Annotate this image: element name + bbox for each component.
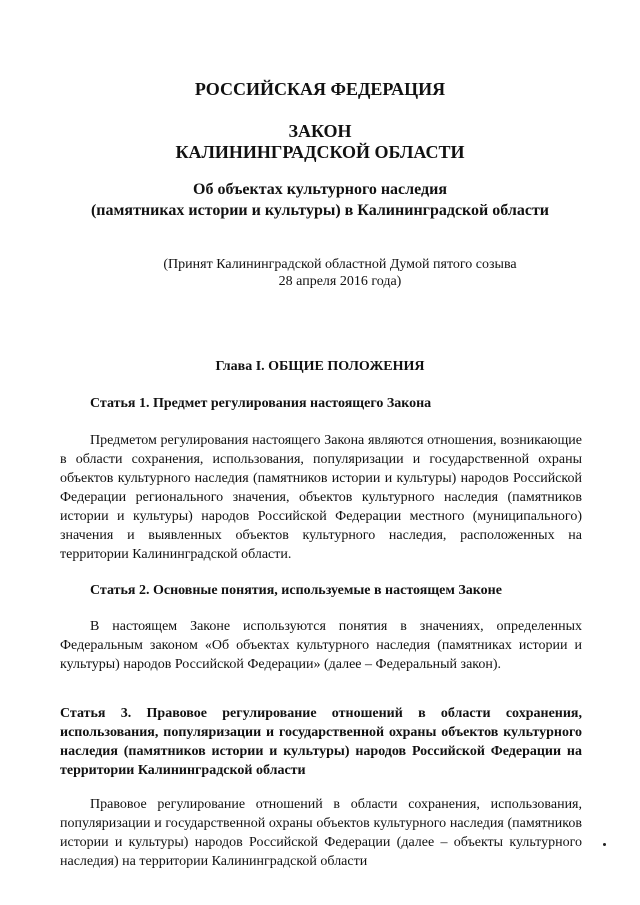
article-2-body: В настоящем Законе используются понятия в значениях, определенных Федеральным законом «Об объектах культурного наследия (памятниках истории и культуры) народов Российской Федерации» (далее – Федеральный закон).	[60, 619, 582, 672]
country-title: РОССИЙСКАЯ ФЕДЕРАЦИЯ	[194, 79, 446, 99]
article-1-heading: Статья 1. Предмет регулирования настоящего Закона	[90, 396, 432, 411]
adoption-note-line1: (Принят Калининградской областной Думой пятого созыва	[163, 257, 517, 272]
article-2-heading: Статья 2. Основные понятия, используемые в настоящем Законе	[90, 583, 502, 598]
region-title: КАЛИНИНГРАДСКОЙ ОБЛАСТИ	[175, 142, 465, 162]
article-1-body: Предметом регулирования настоящего Закона являются отношения, возникающие в области сохранения, использования, популяризации и государственной охраны объектов культурного наследия (памятников истории и культуры) народов Российской Федерации регионального значения, объектов культурного наследия (памятников истории и культуры) народов Российской Федерации местного (муниципального) значения и выявленных объектов культурного наследия, расположенных на территории Калининградской области.	[60, 433, 582, 562]
article-3-body: Правовое регулирование отношений в области сохранения, использования, популяризации и государственной охраны объектов культурного наследия (памятников истории и культуры) народов Российской Федерации (далее – объекты культурного наследия) на территории Калининградской области	[60, 797, 582, 869]
chapter-title: Глава I. ОБЩИЕ ПОЛОЖЕНИЯ	[215, 359, 425, 374]
article-3-heading: Статья 3. Правовое регулирование отношений в области сохранения, использования, популяризации и государственной охраны объектов культурного наследия (памятников истории и культуры) народов Российской Федерации на территории Калининградской области	[60, 706, 582, 778]
page-mark-dot	[603, 843, 606, 846]
law-type-title: ЗАКОН	[288, 121, 352, 141]
law-title-line1: Об объектах культурного наследия	[193, 181, 447, 198]
adoption-note-line2: 28 апреля 2016 года)	[278, 274, 402, 289]
law-title-line2: (памятниках истории и культуры) в Калининградской области	[90, 202, 550, 219]
